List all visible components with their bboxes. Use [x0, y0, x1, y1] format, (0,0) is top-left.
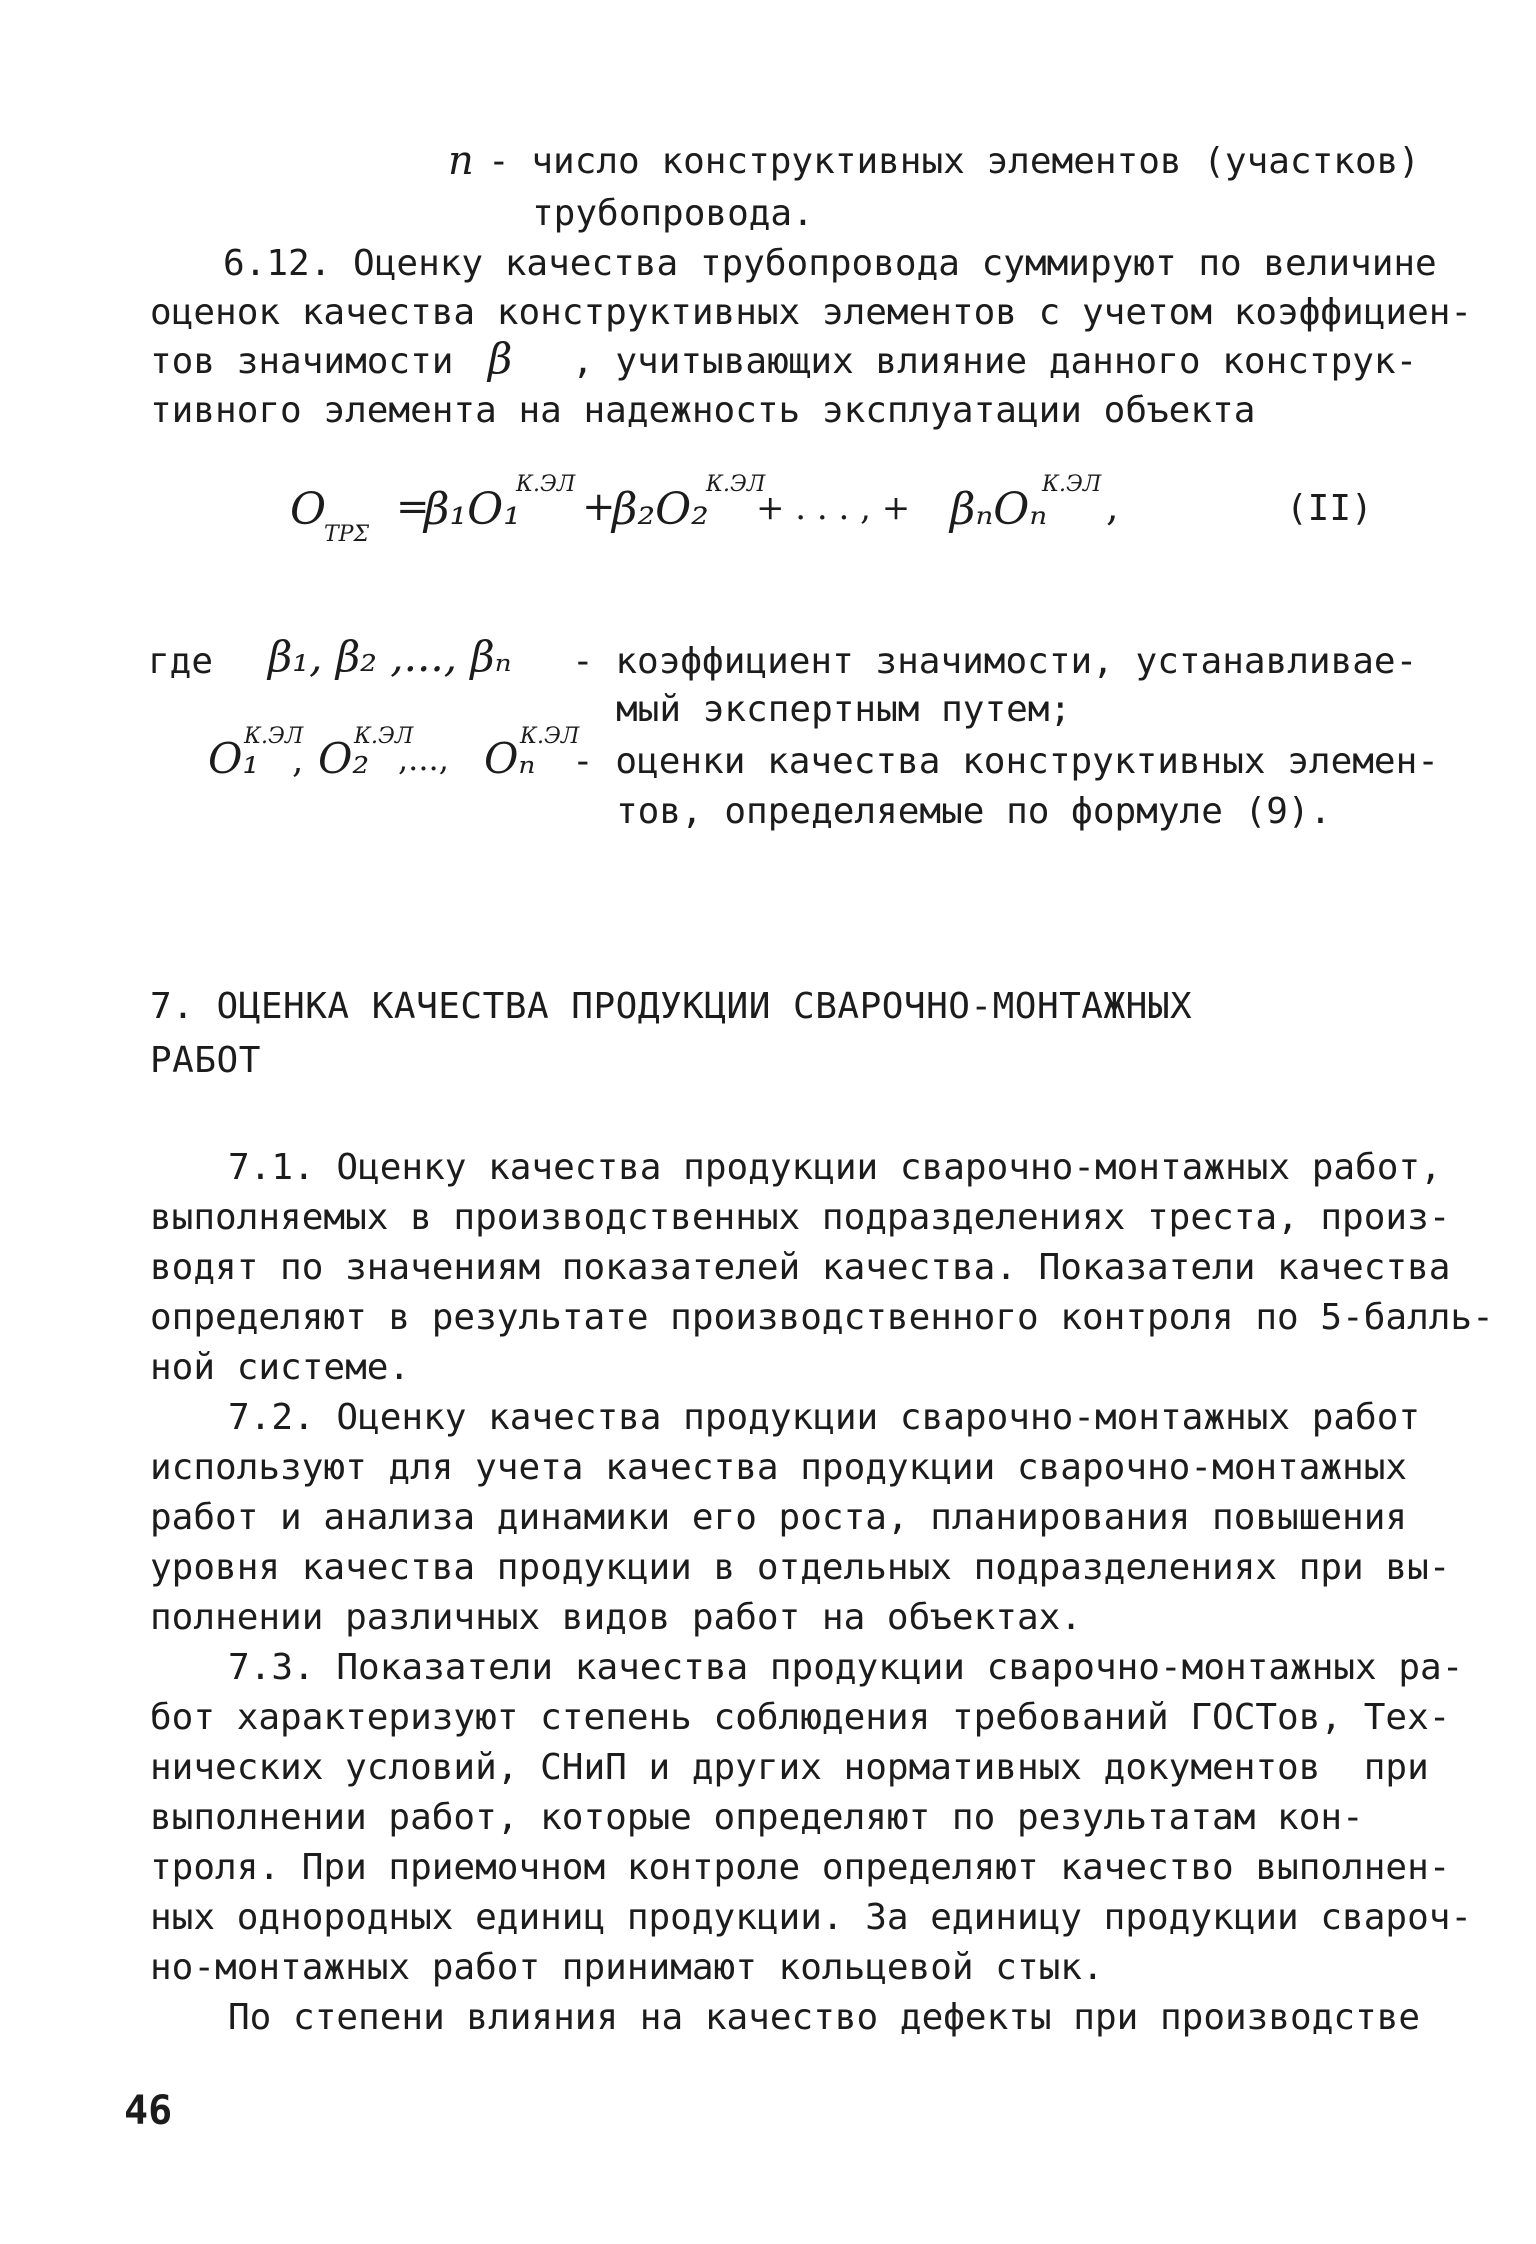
section-7-heading-line1: 7. ОЦЕНКА КАЧЕСТВА ПРОДУКЦИИ СВАРОЧНО-МОНТАЖНЫХ — [150, 986, 1193, 1027]
para-7-3-line7: но-монтажных работ принимают кольцевой стык. — [150, 1947, 1104, 1988]
where-beta-desc2: мый экспертным путем; — [616, 689, 1072, 730]
formula-term1-sup: К.ЭЛ — [516, 472, 576, 497]
para-7-3-line8: По степени влияния на качество дефекты при производстве — [228, 1997, 1421, 2038]
beta-symbol: β — [488, 334, 513, 383]
formula-termn: βₙOₙ — [950, 484, 1048, 535]
para-7-1-line1: 7.1. Оценку качества продукции сварочно-монтажных работ, — [228, 1147, 1442, 1188]
para-7-1-line5: ной системе. — [150, 1347, 411, 1388]
para-7-2-line2: используют для учета качества продукции сварочно-монтажных — [150, 1447, 1408, 1488]
where-o-desc2: тов, определяемые по формуле (9). — [616, 791, 1332, 832]
formula-number: (II) — [1286, 488, 1373, 529]
para-6-12-line2: оценок качества конструктивных элементов с учетом коэффициен- — [150, 292, 1473, 333]
para-7-3-line5: троля. При приемочном контроле определяют качество выполнен- — [150, 1847, 1451, 1888]
where-o1: O₁ — [208, 734, 260, 783]
where-o-desc1: - оценки качества конструктивных элемен- — [572, 741, 1439, 782]
formula-term2: β₂O₂ — [612, 484, 709, 535]
where-on-sup: К.ЭЛ — [520, 724, 580, 749]
para-7-2-line3: работ и анализа динамики его роста, планирования повышения — [150, 1497, 1408, 1538]
para-6-12-line1: 6.12. Оценку качества трубопровода суммируют по величине — [223, 243, 1437, 284]
formula-term2-sup: К.ЭЛ — [706, 472, 766, 497]
section-7-heading-line2: РАБОТ — [150, 1040, 261, 1081]
para-6-12-line3b: , учитывающих влияние данного конструк- — [572, 341, 1418, 382]
para-7-3-line3: нических условий, СНиП и других нормативных документов при — [150, 1747, 1429, 1788]
formula-lhs-sub: ТРΣ — [324, 522, 370, 547]
where-o1-sup: К.ЭЛ — [244, 724, 304, 749]
formula-termn-sup: К.ЭЛ — [1042, 472, 1102, 497]
para-7-3-line4: выполнении работ, которые определяют по результатам кон- — [150, 1797, 1364, 1838]
para-6-12-line3a: тов значимости — [150, 341, 454, 382]
where-beta-symbols: β₁, β₂ ,..., βₙ — [268, 632, 512, 681]
where-label: где — [148, 641, 214, 682]
where-on: Oₙ — [484, 734, 536, 783]
para-7-1-line3: водят по значениям показателей качества. Показатели качества — [150, 1247, 1451, 1288]
formula-plus: + — [582, 484, 616, 530]
para-6-12-line4: тивного элемента на надежность эксплуатации объекта — [150, 390, 1256, 431]
symbol-n: n — [448, 138, 474, 184]
para-7-1-line2: выполняемых в производственных подразделениях треста, произ- — [150, 1197, 1451, 1238]
where-beta-desc1: - коэффициент значимости, устанавливае- — [572, 641, 1418, 682]
formula-eq: = — [396, 484, 430, 530]
formula-term1: β₁O₁ — [424, 484, 521, 535]
where-o2: O₂ — [318, 734, 370, 783]
para-7-3-line2: бот характеризуют степень соблюдения требований ГОСТов, Тех- — [150, 1697, 1451, 1738]
definition-n-line2: трубопровода. — [532, 193, 814, 234]
where-sep2: ,..., — [398, 740, 449, 778]
where-sep1: , — [292, 740, 304, 781]
para-7-3-line1: 7.3. Показатели качества продукции сварочно-монтажных ра- — [228, 1647, 1464, 1688]
para-7-2-line4: уровня качества продукции в отдельных подразделениях при вы- — [150, 1547, 1451, 1588]
para-7-1-line4: определяют в результате производственного контроля по 5-балль- — [150, 1297, 1494, 1338]
definition-n-line1: - число конструктивных элементов (участков) — [488, 141, 1420, 182]
formula-lhs: O — [290, 484, 327, 535]
formula-dots: + . . . , + — [756, 488, 911, 528]
para-7-2-line5: полнении различных видов работ на объектах. — [150, 1597, 1082, 1638]
where-o2-sup: К.ЭЛ — [354, 724, 414, 749]
para-7-2-line1: 7.2. Оценку качества продукции сварочно-монтажных работ — [228, 1397, 1421, 1438]
formula-comma: , — [1106, 484, 1119, 530]
page-number: 46 — [124, 2088, 173, 2134]
formula-11 — [290, 470, 1170, 560]
para-7-3-line6: ных однородных единиц продукции. За единицу продукции свароч- — [150, 1897, 1473, 1938]
